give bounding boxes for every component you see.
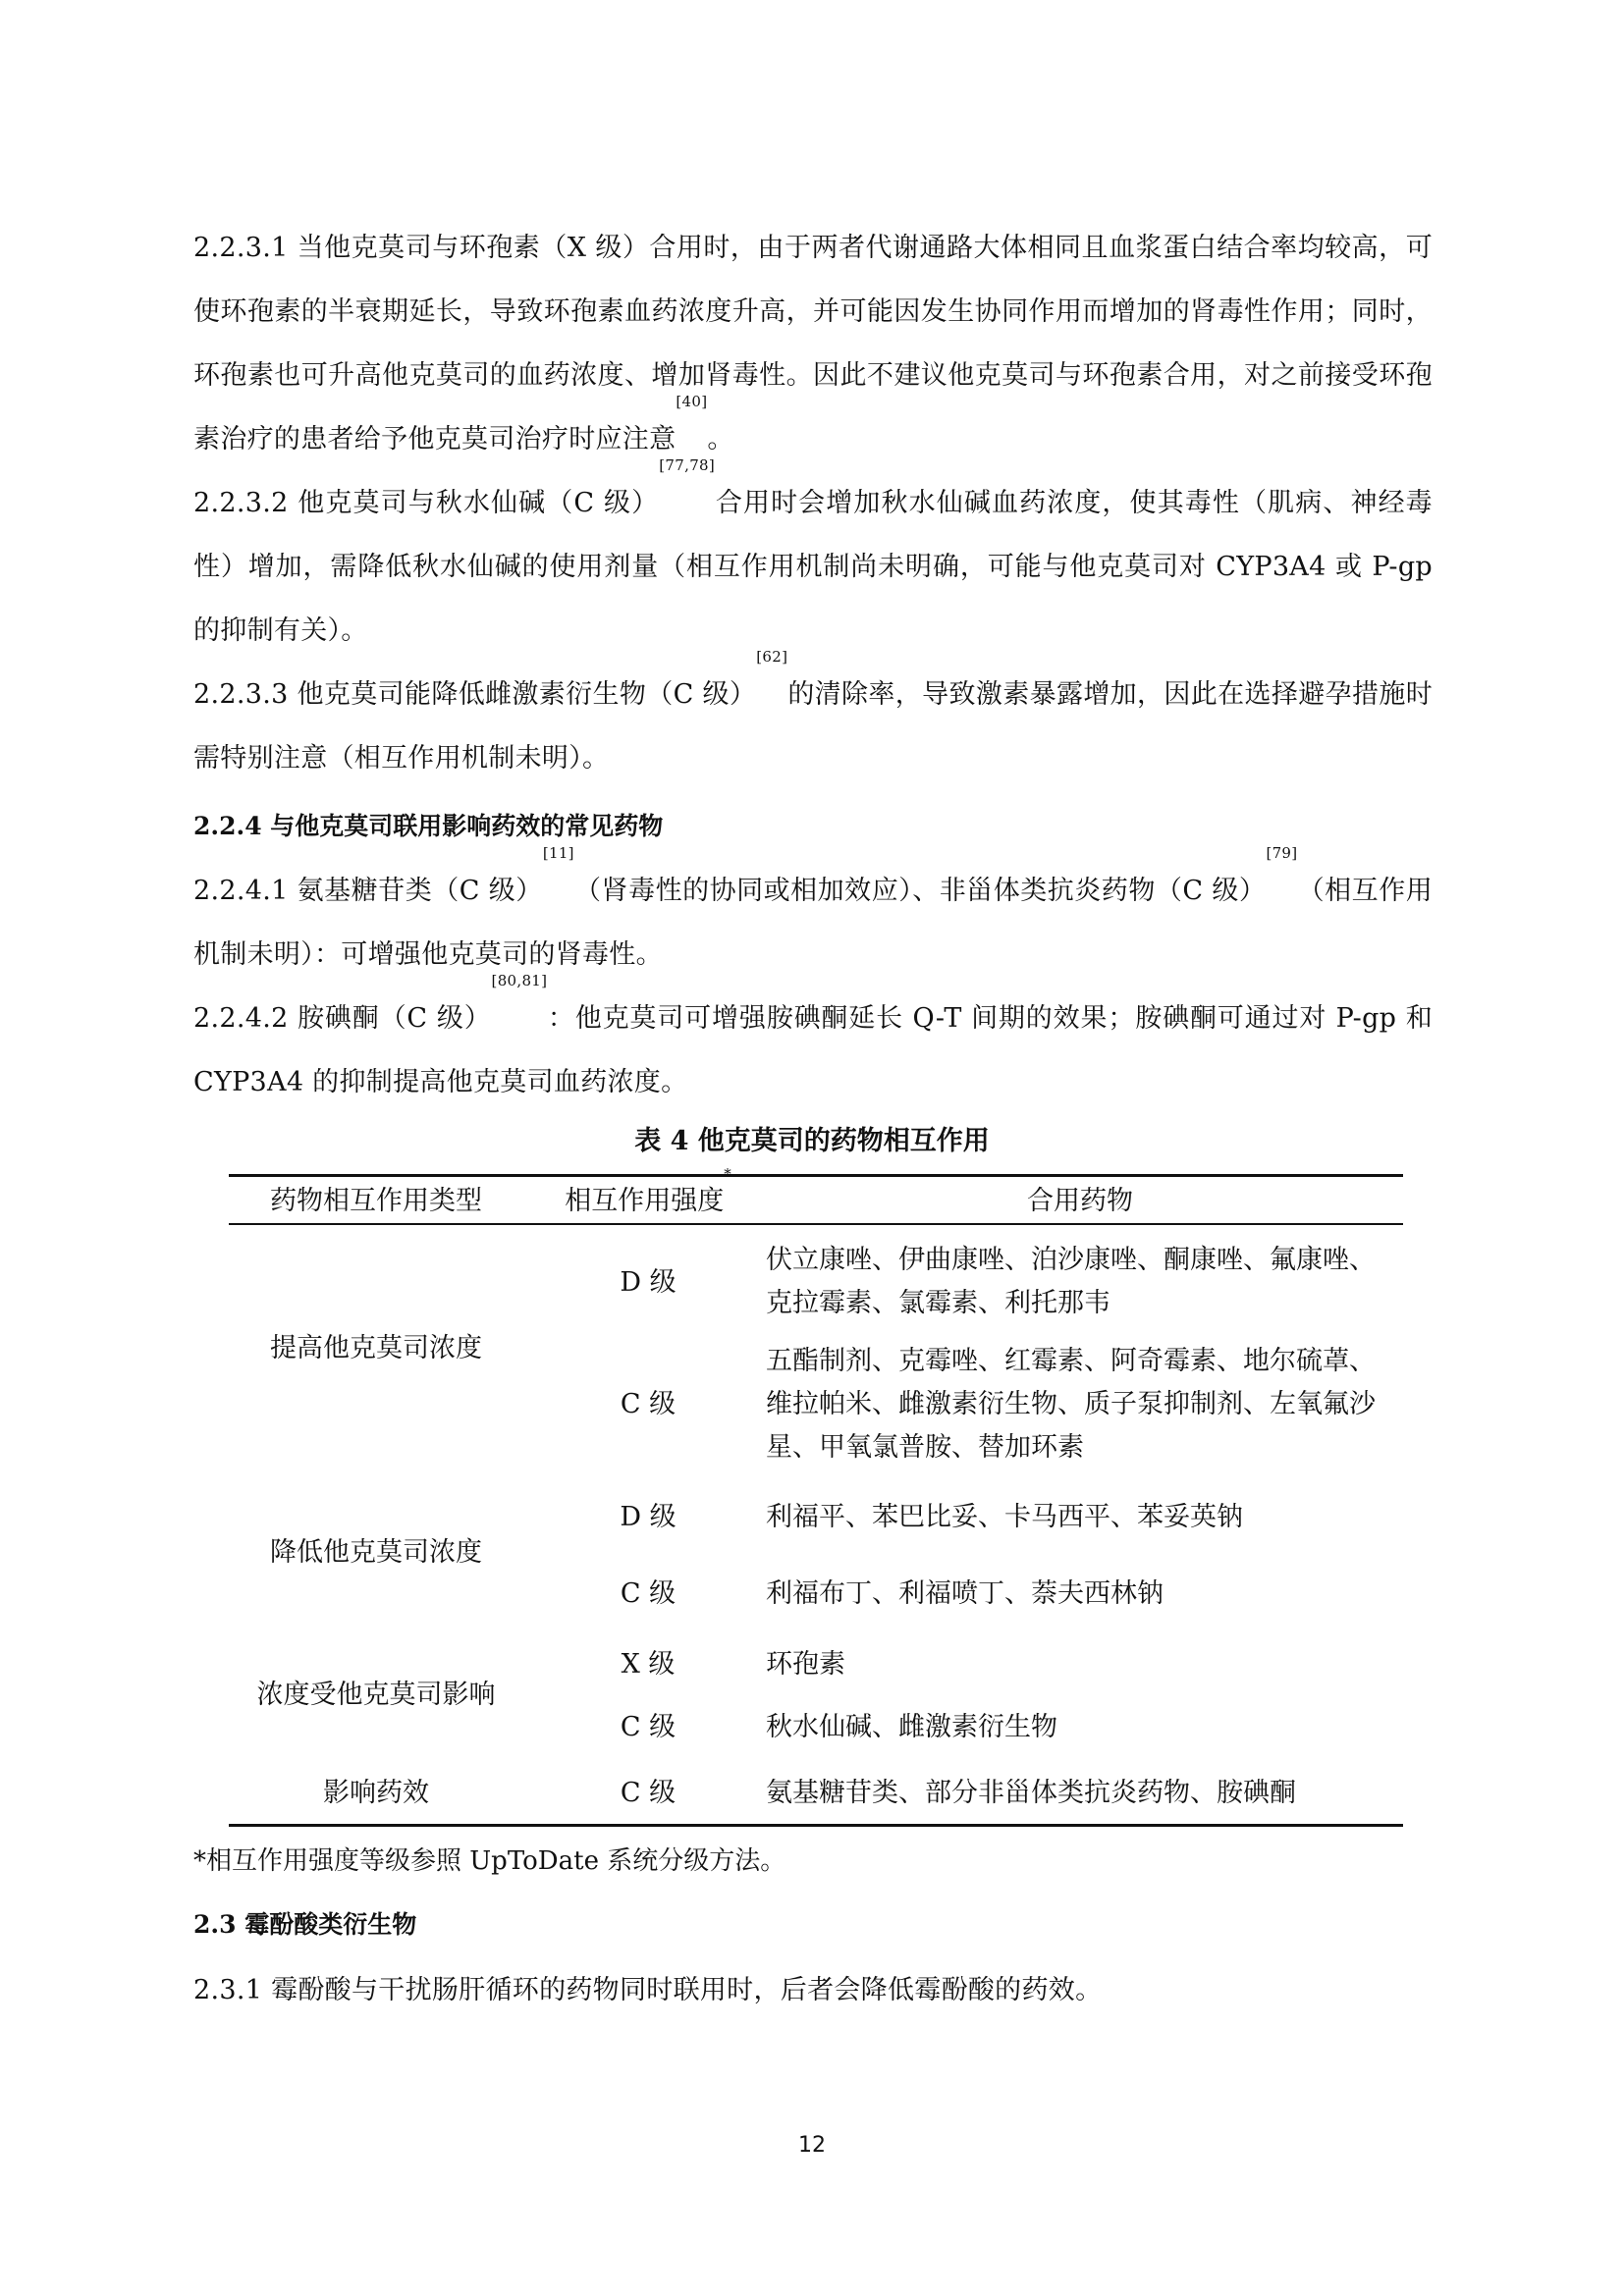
- citation-ref: [79]: [1266, 844, 1298, 862]
- level-cell: C 级: [620, 1712, 677, 1742]
- table-caption: 表 4 他克莫司的药物相互作用: [634, 1126, 990, 1156]
- citation-ref: [40]: [676, 393, 708, 410]
- table-header-rule: [229, 1223, 1403, 1225]
- header-interaction-strength: [530, 1165, 766, 1223]
- citation-ref: [77,78]: [659, 456, 716, 474]
- section-heading-2-2-4: 2.2.4 与他克莫司联用影响药效的常见药物: [193, 812, 664, 840]
- paragraph-text: （肾毒性的协同或相加效应）、非甾体类抗炎药物（C 级）: [573, 876, 1267, 906]
- paragraph-text: 2.2.4.1 氨基糖苷类（C 级）: [193, 876, 543, 906]
- paragraph-text: 合用时会增加秋水仙碱血药浓度，使其毒性（肌病、神经毒性）增加，需降低秋水仙碱的使用剂量（相互作用机制尚未明确，可能与他克莫司对 CYP3A4 或 P-gp 的抑制有关）。: [193, 488, 1433, 646]
- drugs-cell: 氨基糖苷类、部分非甾体类抗炎药物、胺碘酮: [766, 1778, 1296, 1808]
- level-cell: C 级: [620, 1778, 677, 1808]
- level-cell: D 级: [620, 1267, 677, 1298]
- citation-ref: [62]: [756, 648, 788, 666]
- paragraph-2-2-3-1: [193, 216, 1433, 471]
- drugs-cell: 环孢素: [766, 1649, 845, 1680]
- drugs-cell: 五酯制剂、克霉唑、红霉素、阿奇霉素、地尔硫䓬、维拉帕米、雌激素衍生物、质子泵抑制剂、左氧氟沙星、甲氧氯普胺、替加环素: [766, 1346, 1376, 1463]
- group-type: 影响药效: [323, 1778, 429, 1808]
- group-type: 浓度受他克莫司影响: [256, 1680, 496, 1710]
- level-cell: D 级: [620, 1502, 677, 1532]
- paragraph-text: ：他克莫司可增强胺碘酮延长 Q-T 间期的效果；胺碘酮可通过对 P-gp 和 CYP3A4 的抑制提高他克莫司血药浓度。: [193, 1003, 1433, 1097]
- paragraph-2-2-4-1: [193, 844, 1434, 987]
- level-cell: C 级: [620, 1578, 677, 1609]
- table-footnote: *相互作用强度等级参照 UpToDate 系统分级方法。: [193, 1846, 786, 1876]
- paragraph-2-2-3-2: [193, 456, 1433, 663]
- drugs-cell: 利福布丁、利福喷丁、萘夫西林钠: [766, 1578, 1164, 1609]
- drugs-cell: 伏立康唑、伊曲康唑、泊沙康唑、酮康唑、氟康唑、克拉霉素、氯霉素、利托那韦: [766, 1245, 1376, 1318]
- paragraph-text: 2.2.3.2 他克莫司与秋水仙碱（C 级）: [193, 488, 660, 518]
- page-number: 12: [798, 2133, 826, 2158]
- footnote-mark: *: [724, 1165, 731, 1183]
- drugs-cell: 利福平、苯巴比妥、卡马西平、苯妥英钠: [766, 1502, 1243, 1532]
- paragraph-text: 。: [707, 424, 734, 454]
- level-cell: X 级: [621, 1649, 676, 1680]
- header-interaction-type: 药物相互作用类型: [270, 1186, 482, 1216]
- citation-ref: [11]: [542, 844, 574, 862]
- paragraph-2-2-3-3: [193, 648, 1433, 790]
- paragraph-text: 2.2.3.3 他克莫司能降低雌激素衍生物（C 级）: [193, 679, 757, 710]
- paragraph-text: 的清除率，导致激素暴露增加，因此在选择避孕措施时需特别注意（相互作用机制未明）。: [193, 679, 1433, 774]
- table-top-rule: [229, 1174, 1403, 1177]
- header-combined-drugs: 合用药物: [1027, 1186, 1133, 1216]
- table-bottom-rule: [229, 1824, 1403, 1827]
- paragraph-2-2-4-2: [193, 972, 1433, 1114]
- section-heading-2-3: 2.3 霉酚酸类衍生物: [193, 1910, 417, 1939]
- group-type: 提高他克莫司浓度: [270, 1333, 482, 1363]
- citation-ref: [80,81]: [491, 972, 548, 989]
- drugs-cell: 秋水仙碱、雌激素衍生物: [766, 1712, 1057, 1742]
- paragraph-2-3-1: 2.3.1 霉酚酸与干扰肠肝循环的药物同时联用时，后者会降低霉酚酸的药效。: [193, 1975, 1103, 2005]
- group-type: 降低他克莫司浓度: [270, 1537, 482, 1568]
- paragraph-text: 2.2.4.2 胺碘酮（C 级）: [193, 1003, 492, 1034]
- level-cell: C 级: [620, 1389, 677, 1419]
- header-label: 相互作用强度: [565, 1186, 725, 1216]
- paragraph-text: 2.2.3.1 当他克莫司与环孢素（X 级）合用时，由于两者代谢通路大体相同且血浆蛋白结合率均较高，可使环孢素的半衰期延长，导致环孢素血药浓度升高，并可能因发生协同作用而增加的肾毒性作用；同时，环孢素也可升高他克莫司的血药浓度、增加肾毒性。因此不建议他克莫司与环孢素合用，对之前接受环孢素治疗的患者给予他克莫司治疗时应注意: [193, 233, 1433, 454]
- paragraph-text: （相互作用机制未明）：可增强他克莫司的肾毒性。: [193, 876, 1434, 970]
